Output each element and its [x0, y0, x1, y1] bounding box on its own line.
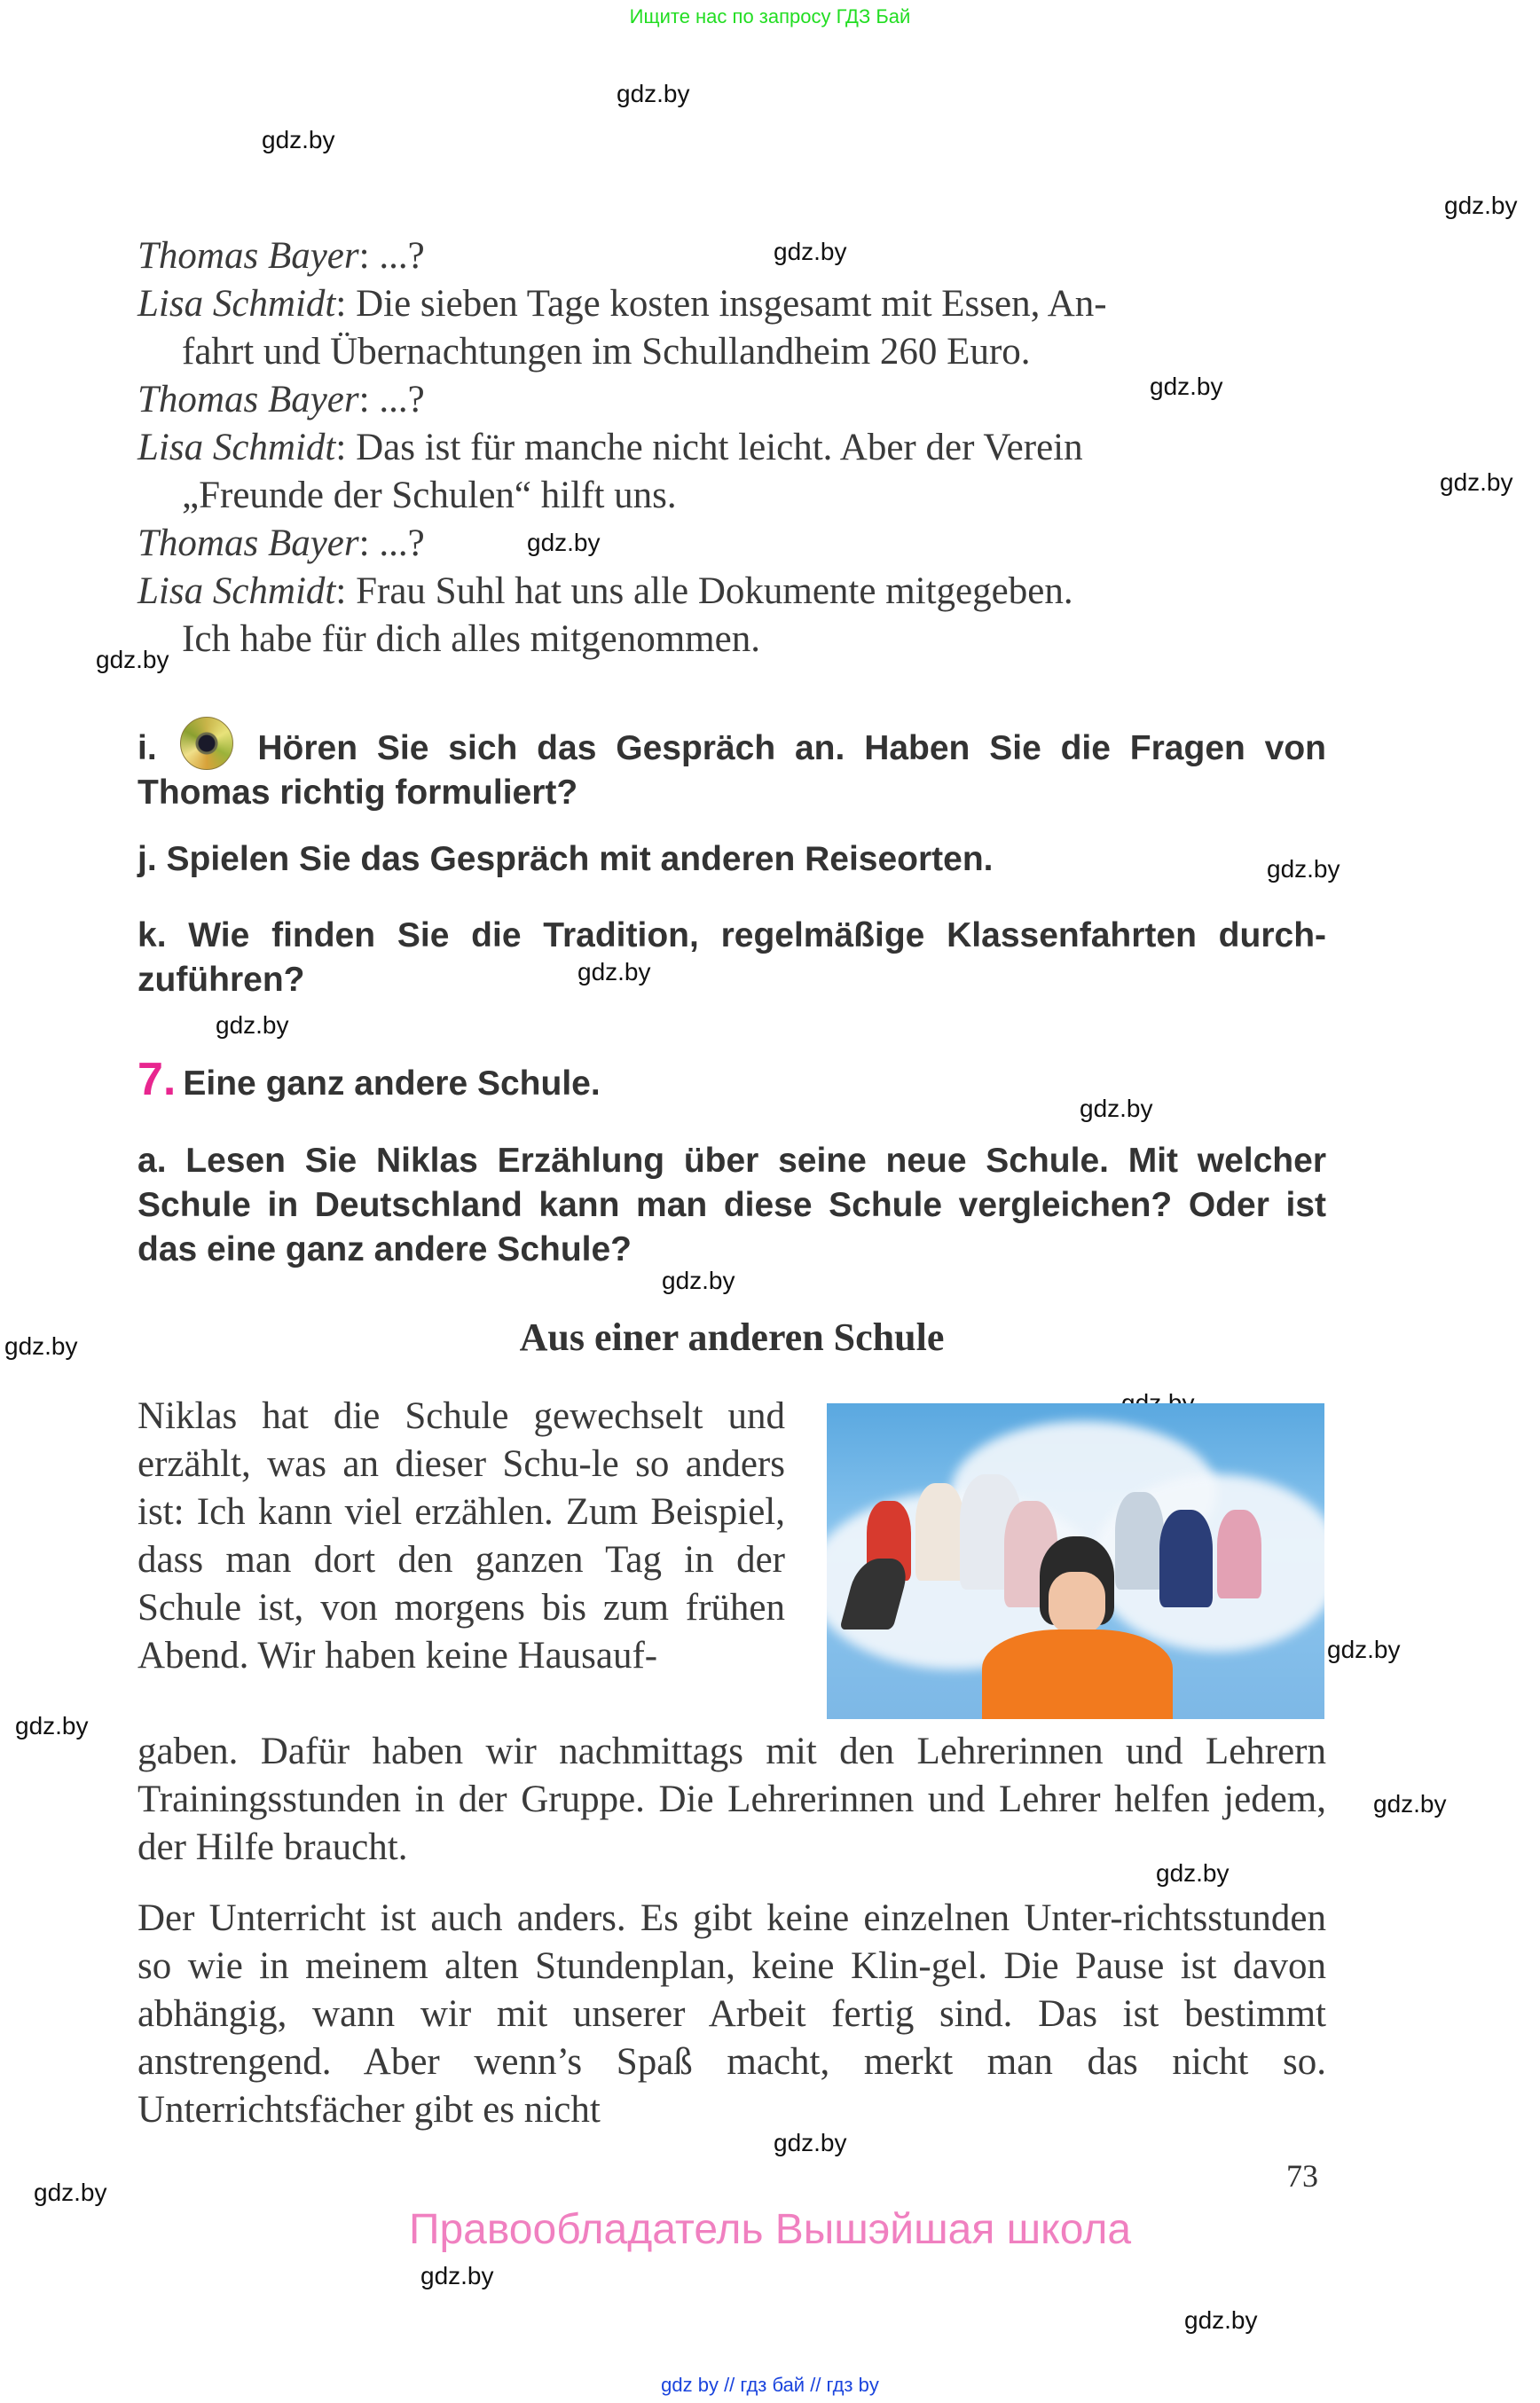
watermark: gdz.by	[15, 1712, 89, 1739]
dialog-line-continued: Ich habe für dich alles mitgenommen.	[182, 618, 760, 660]
exercise-7a: a. Lesen Sie Niklas Erzählung über seine neue Schule. Mit welcher Schule in Deutschland kann man diese Schule vergleichen? Oder ist das eine ganz andere Schule?	[138, 1142, 1326, 1268]
copyright-notice: Правообладатель Вышэйшая школа	[408, 2206, 1132, 2253]
watermark: gdz.by	[4, 1332, 78, 1360]
dialog-text: : Das ist für manche nicht leicht. Aber der Verein	[335, 427, 1083, 468]
dialog-text: : Die sieben Tage kosten insgesamt mit Essen, An-	[335, 283, 1107, 325]
dialog-line-continued: „Freunde der Schulen“ hilft uns.	[182, 475, 677, 516]
watermark: gdz.by	[578, 958, 651, 986]
top-banner: Ищите нас по запросу ГДЗ Бай	[629, 5, 911, 27]
dialog-text: : ...?	[358, 235, 425, 277]
dialog-line	[138, 376, 1326, 424]
dialog-line	[138, 520, 1326, 568]
dialog-text: : Frau Suhl hat uns alle Dokumente mitgegeben.	[335, 570, 1073, 612]
watermark: gdz.by	[774, 238, 847, 265]
watermark: gdz.by	[1440, 468, 1513, 496]
watermark: gdz.by	[262, 126, 335, 153]
watermark: gdz.by	[1150, 373, 1223, 400]
watermark: gdz.by	[1444, 192, 1518, 219]
exercise-7-heading	[138, 1054, 1326, 1106]
task-label: i.	[138, 729, 157, 767]
task-text: Hören Sie sich das Gespräch an. Haben Sie die Fragen von Thomas richtig formuliert?	[138, 729, 1327, 812]
dialog-line	[138, 424, 1326, 472]
watermark: gdz.by	[527, 529, 601, 556]
dialog-text: : ...?	[358, 522, 425, 564]
dialog-line	[138, 280, 1326, 328]
speaker-name: Lisa Schmidt	[138, 427, 336, 468]
watermark: gdz.by	[617, 80, 690, 107]
story-paragraph-1-column: Niklas hat die Schule gewechselt und erzählt, was an dieser Schu-le so anders ist: Ich kann viel erzählen. Zum Beispiel, dass man dort den ganzen Tag in der Schule ist, von morgens bis zum frühen Abend. Wir haben keine Hausauf-	[138, 1395, 785, 1677]
watermark: gdz.by	[1327, 1636, 1401, 1663]
watermark: gdz.by	[1184, 2306, 1258, 2334]
exercise-number: 7.	[138, 1054, 177, 1105]
watermark: gdz.by	[96, 646, 169, 673]
story-title: Aus einer anderen Schule	[519, 1315, 945, 1359]
story-photo	[827, 1403, 1324, 1719]
speaker-name: Thomas Bayer	[138, 522, 359, 564]
speaker-name: Lisa Schmidt	[138, 283, 336, 325]
watermark: gdz.by	[1373, 1790, 1447, 1818]
page-number: 73	[1286, 2158, 1318, 2194]
speaker-name: Thomas Bayer	[138, 379, 359, 420]
watermark: gdz.by	[662, 1267, 735, 1294]
dialog-line	[138, 568, 1326, 616]
watermark: gdz.by	[774, 2129, 847, 2156]
footer-links[interactable]: gdz by // гдз бай // гдз by	[661, 2374, 879, 2396]
exercise-title: Eine ganz andere Schule.	[183, 1064, 601, 1103]
audio-cd-icon[interactable]	[180, 717, 233, 770]
dialog	[138, 232, 1326, 664]
speaker-name: Thomas Bayer	[138, 235, 359, 277]
dialog-text: : ...?	[358, 379, 425, 420]
dialog-line	[138, 232, 1326, 280]
watermark: gdz.by	[1267, 855, 1340, 883]
watermark: gdz.by	[420, 2262, 494, 2289]
watermark: gdz.by	[216, 1011, 289, 1039]
dialog-line-continued: fahrt und Übernachtungen im Schullandheim 260 Euro.	[182, 331, 1031, 373]
watermark: gdz.by	[1080, 1095, 1153, 1122]
story-paragraph-2: Der Unterricht ist auch anders. Es gibt keine einzelnen Unter-richtsstunden so wie in meinem alten Stundenplan, keine Klin-gel. Die Pause ist davon abhängig, wann wir mit unserer Arbeit fertig sind. Das ist bestimmt anstrengend. Aber wenn’s Spaß macht, merkt man das nicht so. Unterrichtsfächer gibt es nicht	[138, 1897, 1326, 2131]
watermark: gdz.by	[34, 2179, 107, 2206]
task-i	[138, 717, 1326, 815]
speaker-name: Lisa Schmidt	[138, 570, 336, 612]
task-k: k. Wie finden Sie die Tradition, regelmäßige Klassenfahrten durch-zuführen?	[138, 916, 1326, 999]
watermark: gdz.by	[1156, 1859, 1230, 1887]
story-paragraph-1-continued: gaben. Dafür haben wir nachmittags mit den Lehrerinnen und Lehrern Trainingsstunden in der Gruppe. Die Lehrerinnen und Lehrer helfen jedem, der Hilfe braucht.	[138, 1731, 1326, 1868]
task-j: j. Spielen Sie das Gespräch mit anderen Reiseorten.	[138, 840, 994, 878]
